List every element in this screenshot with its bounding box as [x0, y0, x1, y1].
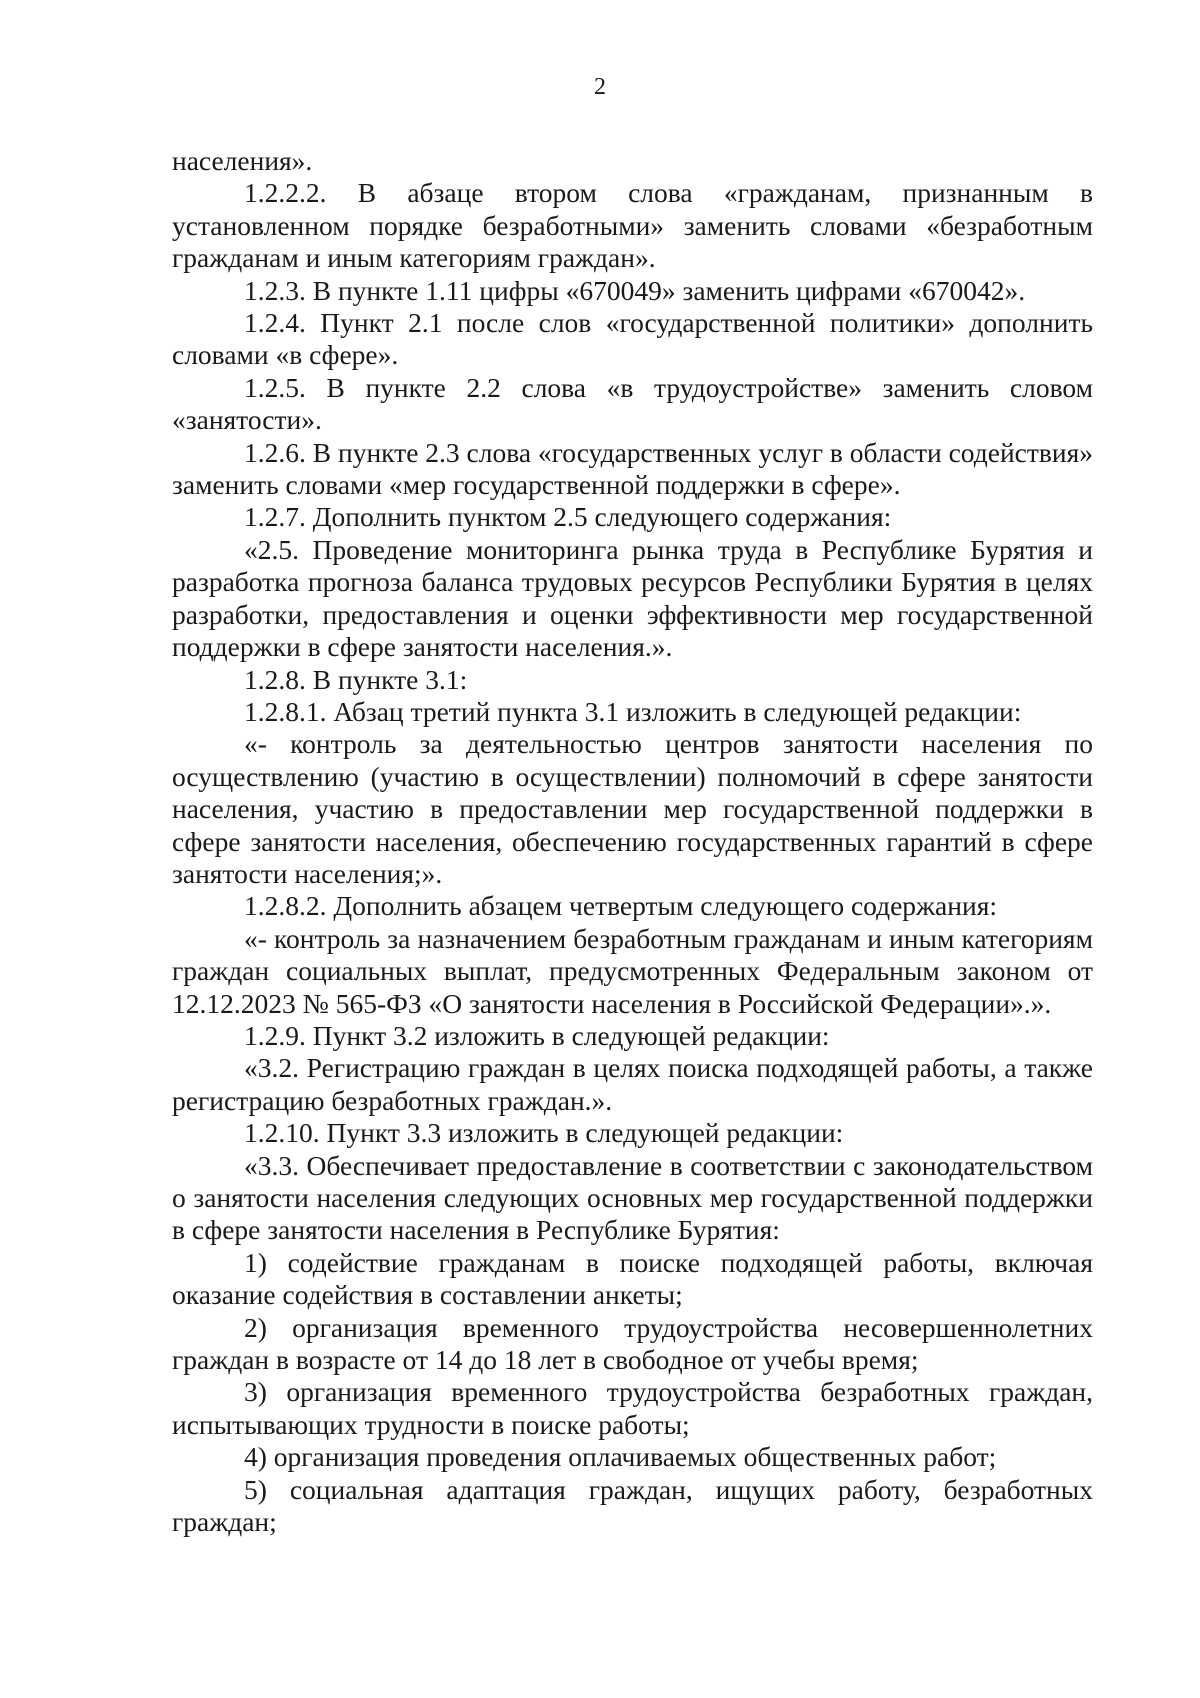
list-item-5: 5) социальная адаптация граждан, ищущих работу, безработных граждан; — [172, 1473, 1093, 1538]
list-item-2: 2) организация временного трудоустройства несовершеннолетних граждан в возрасте от 14 до 18 лет в свободное от учебы время; — [172, 1311, 1093, 1376]
paragraph-quote-3-2: «3.2. Регистрацию граждан в целях поиска подходящей работы, а также регистрацию безработных граждан.». — [172, 1052, 1093, 1116]
paragraph-quote-3-3: «3.3. Обеспечивает предоставление в соответствии с законодательством о занятости населения следующих основных мер государственной поддержки в сфере занятости населения в Республике Бурятия: — [172, 1149, 1093, 1246]
list-item-1: 1) содействие гражданам в поиске подходящей работы, включая оказание содействия в составлении анкеты; — [172, 1246, 1093, 1311]
paragraph-1-2-9: 1.2.9. Пункт 3.2 изложить в следующей редакции: — [244, 1019, 830, 1051]
list-item-3: 3) организация временного трудоустройства безработных граждан, испытывающих трудности в поиске работы; — [172, 1376, 1093, 1440]
paragraph-1-2-4: 1.2.4. Пункт 2.1 после слов «государственной политики» дополнить словами «в сфере». — [172, 307, 1093, 371]
paragraph-continuation: населения». — [172, 145, 313, 176]
paragraph-1-2-3: 1.2.3. В пункте 1.11 цифры «670049» заменить цифрами «670042». — [244, 274, 1026, 306]
paragraph-quote-2-5: «2.5. Проведение мониторинга рынка труда в Республике Бурятия и разработка прогноза баланса трудовых ресурсов Республики Бурятия в целях разработки, предоставления и оценки эффективности мер государственной поддержки в сфере занятости населения.». — [172, 533, 1093, 663]
paragraph-1-2-6: 1.2.6. В пункте 2.3 слова «государственных услуг в области содействия» заменить словами «мер государственной поддержки в сфере». — [172, 436, 1093, 501]
page-number: 2 — [594, 74, 606, 100]
paragraph-1-2-2-2: 1.2.2.2. В абзаце втором слова «гражданам, признанным в установленном порядке безработными» заменить словами «безработным гражданам и иным категориям граждан». — [172, 177, 1093, 274]
paragraph-1-2-8-1: 1.2.8.1. Абзац третий пункта 3.1 изложить в следующей редакции: — [244, 695, 1022, 727]
paragraph-1-2-7: 1.2.7. Дополнить пунктом 2.5 следующего содержания: — [244, 501, 892, 533]
paragraph-1-2-5: 1.2.5. В пункте 2.2 слова «в трудоустройстве» заменить словом «занятости». — [172, 371, 1093, 436]
document-body — [172, 145, 1093, 1538]
paragraph-1-2-8: 1.2.8. В пункте 3.1: — [244, 663, 468, 695]
paragraph-1-2-8-2: 1.2.8.2. Дополнить абзацем четвертым следующего содержания: — [244, 890, 997, 922]
paragraph-quote-control-centers: «- контроль за деятельностью центров занятости населения по осуществлению (участию в осуществлении) полномочий в сфере занятости населения, участию в предоставлении мер государственной поддержки в сфере занятости населения, обеспечению государственных гарантий в сфере занятости населения;». — [172, 728, 1093, 889]
paragraph-1-2-10: 1.2.10. Пункт 3.3 изложить в следующей редакции: — [244, 1117, 844, 1149]
list-item-4: 4) организация проведения оплачиваемых общественных работ; — [244, 1441, 997, 1473]
paragraph-quote-control-payments: «- контроль за назначением безработным гражданам и иным категориям граждан социальных выплат, предусмотренных Федеральным законом от 12.12.2023 № 565-ФЗ «О занятости населения в Российской Федерации».». — [172, 922, 1093, 1019]
